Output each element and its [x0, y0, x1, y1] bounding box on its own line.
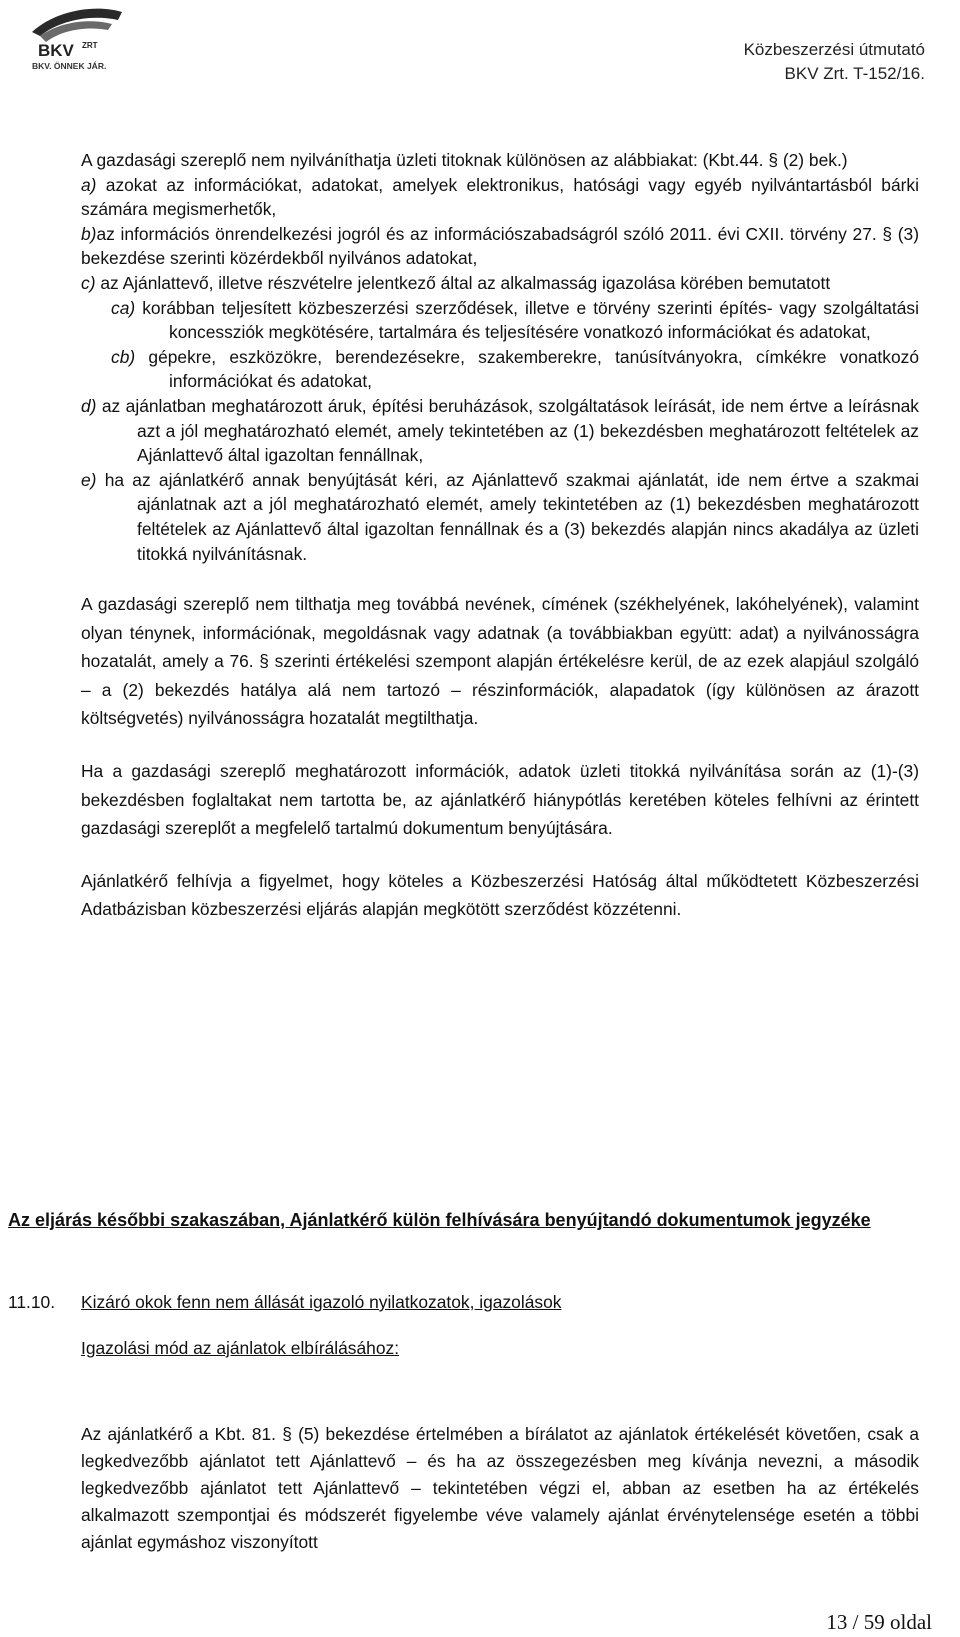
- item-label: c): [81, 272, 96, 293]
- paragraph-2: A gazdasági szereplő nem tilthatja meg továbbá nevének, címének (székhelyének, lakóhelyének), valamint olyan ténynek, információnak, megoldásnak vagy adatnak (a továbbiakban együtt: adat) a nyilvánosságra hozatalát, amely a 76. § szerinti értékelési szempont alapján értékelésre kerül, de az ezek alapjául szolgáló – a (2) bekezdés hatálya alá nem tartozó – részinformációk, alapadatok (így különösen az árazott költségvetés) nyilvánosságra hozatalát megtilthatja.: [81, 594, 919, 729]
- list-item-cb: [81, 345, 919, 394]
- list-item-a: [81, 173, 919, 222]
- svg-text:BKV. ÖNNEK JÁR.: BKV. ÖNNEK JÁR.: [32, 61, 107, 71]
- section-heading: Az eljárás későbbi szakaszában, Ajánlatkérő külön felhívására benyújtandó dokumentumok jegyzéke: [8, 1210, 871, 1230]
- page-number: 13 / 59 oldal: [826, 1610, 932, 1634]
- last-paragraph: Az ajánlatkérő a Kbt. 81. § (5) bekezdése értelmében a bírálatot az ajánlatok értékelését követően, csak a legkedvezőbb ajánlatot tett Ajánlattevő – és ha az összegezésben meg kívánja nevezni, a második legkedvezőbb ajánlatot tett Ajánlattevő – tekintetében végzi el, abban az esetben ha az értékelés alkalmazott szempontjai és módszerét figyelembe véve valamely ajánlat érvénytelensége esetén a többi ajánlat egymáshoz viszonyított: [81, 1424, 919, 1553]
- item-label: e): [81, 469, 97, 490]
- item-text: az ajánlatban meghatározott áruk, építési beruházások, szolgáltatások leírását, ide nem értve a leírásnak azt a jól meghatározható elemét, amely tekintetében az (1) bekezdésben meghatározott feltételek az Ajánlattevő által igazoltan fennállnak,: [96, 395, 919, 466]
- document-reference: BKV Zrt. T-152/16.: [784, 64, 925, 83]
- item-text: korábban teljesített közbeszerzési szerződések, illetve e törvény szerinti építés- vagy szolgáltatási koncessziók megkötésére, tartalmára és teljesítésére vonatkozó információkat és adatokat,: [135, 297, 919, 343]
- header-info: [744, 38, 925, 86]
- main-content: [81, 148, 919, 924]
- list-item-e: [81, 468, 919, 566]
- item-text: az információs önrendelkezési jogról és az információszabadságról szóló 2011. évi CXII. törvény 27. § (3) bekezdése szerinti közérdekből nyilvános adatokat,: [81, 223, 919, 269]
- item-text: azokat az információkat, adatokat, amelyek elektronikus, hatósági vagy egyéb nyilvántartásból bárki számára megismerhetők,: [81, 174, 919, 220]
- item-text: az Ajánlattevő, illetve részvételre jelentkező által az alkalmasság igazolása körében bemutatott: [95, 272, 831, 293]
- item-title: Kizáró okok fenn nem állását igazoló nyilatkozatok, igazolások: [81, 1292, 562, 1312]
- item-label: d): [81, 395, 97, 416]
- list-item-ca: [81, 296, 919, 345]
- item-text: gépekre, eszközökre, berendezésekre, szakemberekre, tanúsítványokra, címkékre vonatkozó információkat és adatokat,: [135, 346, 919, 392]
- item-number: 11.10.: [8, 1292, 56, 1312]
- document-title: Közbeszerzési útmutató: [743, 40, 925, 59]
- list-item-b: [81, 222, 919, 271]
- list-item-c: [81, 271, 919, 296]
- paragraph-3: Ha a gazdasági szereplő meghatározott információk, adatok üzleti titokká nyilvánítása során az (1)-(3) bekezdésben foglaltakat nem tartotta be, az ajánlatkérő hiánypótlás keretében köteles felhívni az érintett gazdasági szereplőt a megfelelő tartalmú dokumentum benyújtására.: [81, 761, 919, 839]
- item-11-10: [8, 1290, 920, 1314]
- bkv-logo: [26, 2, 126, 74]
- item-label: cb): [111, 346, 136, 367]
- paragraph-4: Ajánlatkérő felhívja a figyelmet, hogy köteles a Közbeszerzési Hatóság által működtetett Közbeszerzési Adatbázisban közbeszerzési eljárás alapján megkötött szerződést közzétenni.: [81, 870, 919, 920]
- item-label: ca): [111, 297, 136, 318]
- item-label: b): [81, 223, 97, 244]
- bkv-logo-icon: [26, 2, 126, 74]
- verification-label: Igazolási mód az ajánlatok elbírálásához:: [81, 1338, 400, 1358]
- svg-text:ZRT: ZRT: [82, 41, 98, 50]
- item-text: ha az ajánlatkérő annak benyújtását kéri, az Ajánlattevő szakmai ajánlatát, ide nem értve a szakmai ajánlatnak azt a jól meghatározható elemét, amely tekintetében az (1) bekezdésben meghatározott feltételek az Ajánlattevő által igazoltan fennállnak és a (3) bekezdés alapján nincs akadálya az üzleti titokká nyilvánításnak.: [96, 469, 919, 564]
- intro-paragraph: A gazdasági szereplő nem nyilváníthatja üzleti titoknak különösen az alábbiakat: (Kbt.44. § (2) bek.): [81, 150, 848, 170]
- svg-text:BKV: BKV: [38, 41, 74, 60]
- list-item-d: [81, 394, 919, 468]
- item-label: a): [81, 174, 97, 195]
